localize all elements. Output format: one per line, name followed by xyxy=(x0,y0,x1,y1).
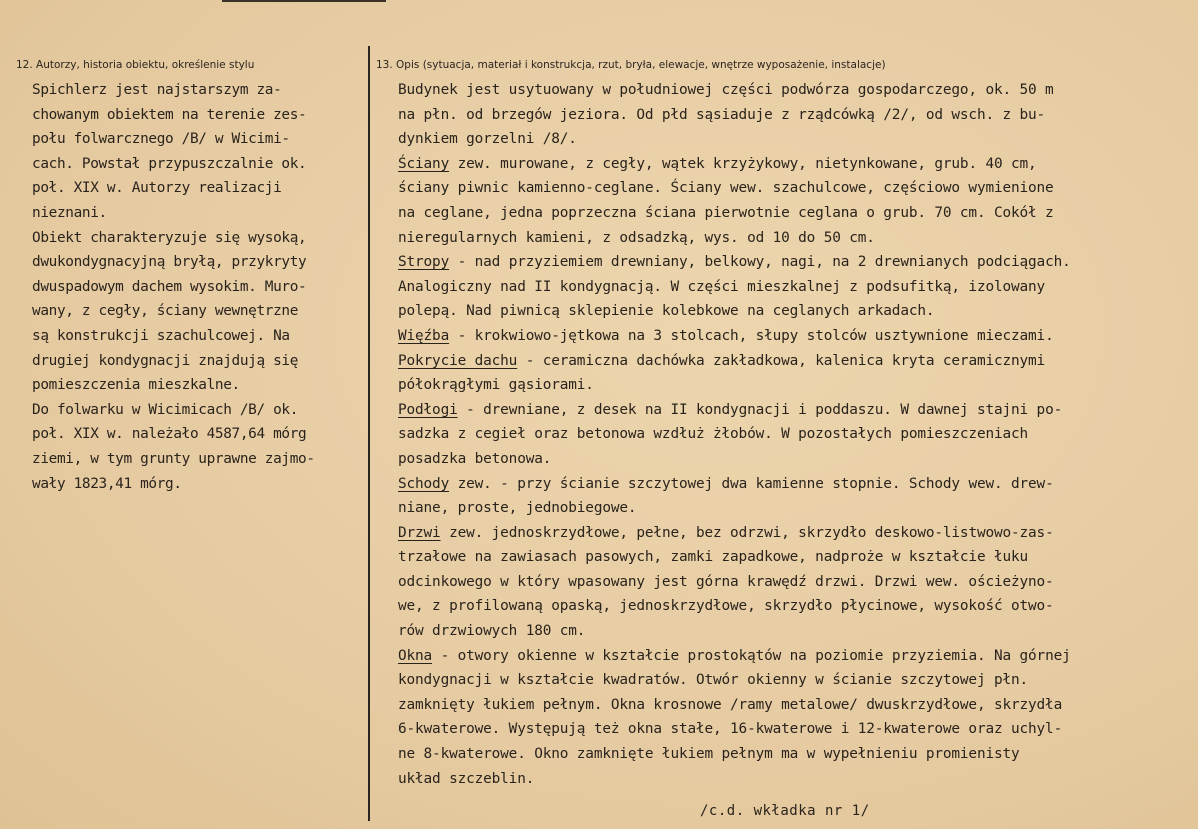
description-text-span: polepą. Nad piwnicą sklepienie kolebkowe na ceglanych arkadach. xyxy=(398,303,935,320)
description-text-span: we, z profilowaną opaską, jednoskrzydłowe, skrzydło płycinowe, wysokość otwo- xyxy=(398,598,1054,615)
description-line xyxy=(398,693,1188,718)
history-line: wały 1823,41 mórg. xyxy=(32,475,182,492)
continuation-note: /c.d. wkładka nr 1/ xyxy=(700,803,870,819)
description-line xyxy=(398,373,1188,398)
description-line xyxy=(398,545,1188,570)
description-line xyxy=(398,521,1188,546)
section-12-header: 12. Autorzy, historia obiektu, określenie stylu xyxy=(16,59,255,71)
description-line xyxy=(398,594,1188,619)
description-line xyxy=(398,275,1188,300)
description-line xyxy=(398,176,1188,201)
description-line xyxy=(398,742,1188,767)
history-line: cach. Powstał przypuszczalnie ok. xyxy=(32,155,307,172)
description-line xyxy=(398,570,1188,595)
section-keyword: Stropy xyxy=(398,254,450,271)
history-line: Spichlerz jest najstarszym za- xyxy=(32,82,282,98)
description-text-span: zamknięty łukiem pełnym. Okna krosnowe /ramy metalowe/ dwuskrzydłowe, skrzydła xyxy=(398,696,1063,713)
description-text-span: Budynek jest usytuowany w południowej części podwórza gospodarczego, ok. 50 m xyxy=(398,82,1054,98)
description-text-span: półokrągłymi gąsiorami. xyxy=(398,377,594,394)
description-text xyxy=(398,78,1188,791)
description-line xyxy=(398,472,1188,497)
description-line xyxy=(398,201,1188,226)
description-text-span: posadzka betonowa. xyxy=(398,450,552,467)
description-text-span: ściany piwnic kamienno-ceglane. Ściany wew. szachulcowe, częściowo wymienione xyxy=(398,180,1054,197)
description-line xyxy=(398,767,1188,792)
description-line xyxy=(398,422,1188,447)
description-text-span: - nad przyziemiem drewniany, belkowy, nagi, na 2 drewnianych podciągach. xyxy=(449,254,1071,271)
description-text-span: zew. - przy ścianie szczytowej dwa kamienne stopnie. Schody wew. drew- xyxy=(449,475,1054,492)
section-keyword: Schody xyxy=(398,475,450,492)
description-line xyxy=(398,250,1188,275)
history-line: drugiej kondygnacji znajdują się xyxy=(32,352,299,369)
description-text-span: zew. jednoskrzydłowe, pełne, bez odrzwi, skrzydło deskowo-listwowo-zas- xyxy=(440,524,1054,541)
description-line xyxy=(398,127,1188,152)
description-text-span: ne 8-kwaterowe. Okno zamknięte łukiem pełnym ma w wypełnieniu promienisty xyxy=(398,746,1020,763)
description-text-span: - drewniane, z desek na II kondygnacji i poddaszu. W dawnej stajni po- xyxy=(457,401,1063,418)
description-line xyxy=(398,226,1188,251)
description-text-span: - krokwiowo-jętkowa na 3 stolcach, słupy stolców usztywnione mieczami. xyxy=(449,327,1054,344)
history-line: połu folwarcznego /B/ w Wicimi- xyxy=(32,131,290,148)
history-line: nieznani. xyxy=(32,204,107,221)
description-text-span: kondygnacji w kształcie kwadratów. Otwór okienny w ścianie szczytowej płn. xyxy=(398,672,1029,689)
history-line: Obiekt charakteryzuje się wysoką, xyxy=(32,229,307,246)
description-text-span: sadzka z cegieł oraz betonowa wzdłuż żłobów. W pozostałych pomieszczeniach xyxy=(398,426,1029,443)
section-keyword: Ściany xyxy=(398,155,450,172)
description-line xyxy=(398,324,1188,349)
section-keyword: Podłogi xyxy=(398,401,458,418)
history-line: Do folwarku w Wicimicach /B/ ok. xyxy=(32,401,299,418)
description-line xyxy=(398,644,1188,669)
description-line xyxy=(398,299,1188,324)
description-text-span: rów drzwiowych 180 cm. xyxy=(398,623,586,640)
top-rule xyxy=(222,0,386,2)
description-line xyxy=(398,496,1188,521)
description-text-span: układ szczeblin. xyxy=(398,770,535,787)
history-line: dwukondygnacyjną bryłą, przykryty xyxy=(32,254,307,271)
history-line: ziemi, w tym grunty uprawne zajmo- xyxy=(32,450,315,467)
history-line: poł. XIX w. należało 4587,64 mórg xyxy=(32,426,307,443)
description-line xyxy=(398,103,1188,128)
description-text-span: niane, proste, jednobiegowe. xyxy=(398,500,637,517)
description-line xyxy=(398,668,1188,693)
description-text-span: nieregularnych kamieni, z odsadzką, wys. od 10 do 50 cm. xyxy=(398,229,875,246)
section-keyword: Więźba xyxy=(398,327,450,344)
description-text-span: trzałowe na zawiasach pasowych, zamki zapadkowe, nadproże w kształcie łuku xyxy=(398,549,1029,566)
column-divider xyxy=(368,46,370,821)
history-line: chowanym obiektem na terenie zes- xyxy=(32,106,307,123)
description-line xyxy=(398,619,1188,644)
description-line xyxy=(398,78,1188,103)
description-line xyxy=(398,717,1188,742)
description-line xyxy=(398,152,1188,177)
description-text-span: odcinkowego w który wpasowany jest górna krawędź drzwi. Drzwi wew. ościeżyno- xyxy=(398,573,1054,590)
history-line: pomieszczenia mieszkalne. xyxy=(32,377,240,394)
history-line: wany, z cegły, ściany wewnętrzne xyxy=(32,303,299,320)
description-line xyxy=(398,349,1188,374)
description-text-span: - ceramiczna dachówka zakładkowa, kalenica kryta ceramicznymi xyxy=(517,352,1046,369)
description-text-span: - otwory okienne w kształcie prostokątów na poziomie przyziemia. Na górnej xyxy=(432,647,1071,664)
section-keyword: Drzwi xyxy=(398,524,441,541)
description-text-span: zew. murowane, z cegły, wątek krzyżykowy, nietynkowane, grub. 40 cm, xyxy=(449,155,1037,172)
description-text-span: na ceglane, jedna poprzeczna ściana pierwotnie ceglana o grub. 70 cm. Cokół z xyxy=(398,204,1054,221)
history-line: poł. XIX w. Autorzy realizacji xyxy=(32,180,282,197)
section-keyword: Pokrycie dachu xyxy=(398,352,518,369)
description-text-span: na płn. od brzegów jeziora. Od płd sąsiaduje z rządcówką /2/, od wsch. z bu- xyxy=(398,106,1046,123)
description-text-span: dynkiem gorzelni /8/. xyxy=(398,131,577,148)
description-line xyxy=(398,398,1188,423)
section-keyword: Okna xyxy=(398,647,433,664)
history-line: dwuspadowym dachem wysokim. Muro- xyxy=(32,278,307,295)
section-13-header: 13. Opis (sytuacja, materiał i konstrukcja, rzut, bryła, elewacje, wnętrze wyposażenie, instalacje) xyxy=(376,59,886,71)
description-text-span: 6-kwaterowe. Występują też okna stałe, 16-kwaterowe i 12-kwaterowe oraz uchyl- xyxy=(398,721,1063,738)
description-line xyxy=(398,447,1188,472)
history-text xyxy=(32,78,362,496)
description-text-span: Analogiczny nad II kondygnacją. W części mieszkalnej z podsufitką, izolowany xyxy=(398,278,1046,295)
history-line: są konstrukcji szachulcowej. Na xyxy=(32,327,290,344)
